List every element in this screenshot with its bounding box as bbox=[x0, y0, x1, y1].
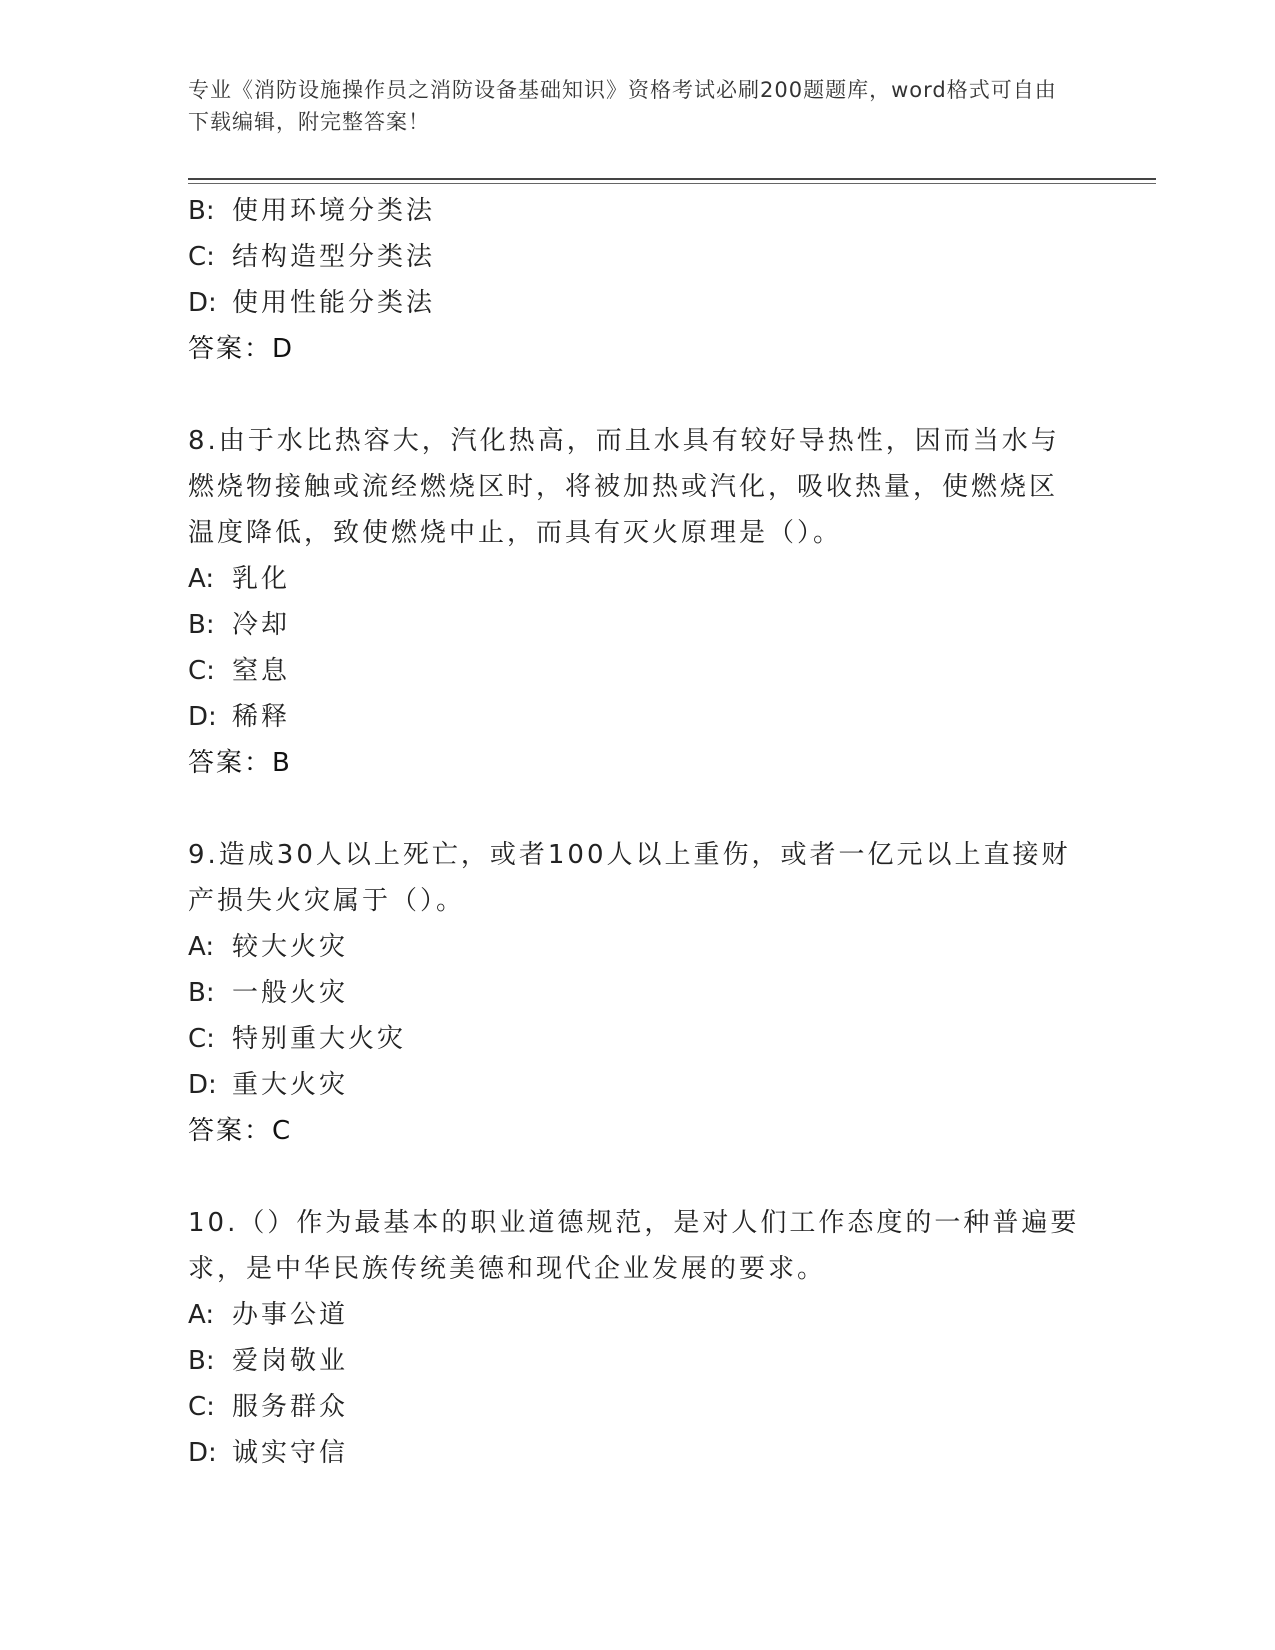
header-divider-thin bbox=[188, 183, 1156, 184]
document-header: 专业《消防设施操作员之消防设备基础知识》资格考试必刷200题题库，word格式可自由下载编辑，附完整答案！ bbox=[188, 78, 1057, 134]
option-a bbox=[188, 1292, 1088, 1338]
option-key: B: bbox=[188, 610, 215, 640]
option-key: D: bbox=[188, 1070, 217, 1100]
option-b bbox=[188, 188, 1088, 234]
question-text-line: 燃烧物接触或流经燃烧区时，将被加热或汽化，吸收热量，使燃烧区 bbox=[188, 472, 1059, 502]
partial-question bbox=[188, 188, 1088, 372]
option-key: A: bbox=[188, 1300, 215, 1330]
question-content bbox=[188, 188, 1088, 1476]
option-text: 较大火灾 bbox=[232, 932, 349, 962]
option-key: C: bbox=[188, 656, 215, 686]
option-key: B: bbox=[188, 1346, 215, 1376]
answer-line bbox=[188, 1108, 1088, 1154]
question-text-line: 8.由于水比热容大，汽化热高，而且水具有较好导热性，因而当水与 bbox=[188, 426, 1060, 456]
option-key: B: bbox=[188, 978, 215, 1008]
option-key: B: bbox=[188, 196, 215, 226]
option-key: D: bbox=[188, 288, 217, 318]
option-text: 服务群众 bbox=[232, 1392, 349, 1422]
question-9 bbox=[188, 832, 1088, 1154]
option-text: 一般火灾 bbox=[232, 978, 349, 1008]
option-b bbox=[188, 970, 1088, 1016]
option-text: 特别重大火灾 bbox=[232, 1024, 407, 1054]
question-text-line: 温度降低，致使燃烧中止，而具有灭火原理是（）。 bbox=[188, 518, 843, 548]
option-text: 爱岗敬业 bbox=[232, 1346, 349, 1376]
answer-value: B bbox=[272, 748, 291, 778]
question-text-line: 9.造成30人以上死亡，或者100人以上重伤，或者一亿元以上直接财 bbox=[188, 840, 1071, 870]
option-text: 重大火灾 bbox=[232, 1070, 349, 1100]
option-text: 结构造型分类法 bbox=[232, 242, 436, 272]
header-divider-thick bbox=[188, 178, 1156, 180]
answer-label: 答案： bbox=[188, 748, 273, 778]
option-c bbox=[188, 1384, 1088, 1430]
option-key: D: bbox=[188, 702, 217, 732]
option-key: A: bbox=[188, 932, 215, 962]
option-d bbox=[188, 694, 1088, 740]
option-d bbox=[188, 1062, 1088, 1108]
option-d bbox=[188, 280, 1088, 326]
option-text: 使用环境分类法 bbox=[232, 196, 436, 226]
option-text: 稀释 bbox=[232, 702, 291, 732]
question-10 bbox=[188, 1200, 1088, 1476]
answer-label: 答案： bbox=[188, 334, 273, 364]
option-key: C: bbox=[188, 1024, 215, 1054]
option-text: 办事公道 bbox=[232, 1300, 349, 1330]
option-c bbox=[188, 1016, 1088, 1062]
option-key: C: bbox=[188, 242, 215, 272]
option-b bbox=[188, 1338, 1088, 1384]
question-text-line: 10.（）作为最基本的职业道德规范，是对人们工作态度的一种普遍要 bbox=[188, 1208, 1080, 1238]
option-text: 使用性能分类法 bbox=[232, 288, 436, 318]
option-text: 乳化 bbox=[232, 564, 291, 594]
option-key: D: bbox=[188, 1438, 217, 1468]
option-key: C: bbox=[188, 1392, 215, 1422]
answer-label: 答案： bbox=[188, 1116, 273, 1146]
option-a bbox=[188, 924, 1088, 970]
question-text-line: 产损失火灾属于（）。 bbox=[188, 886, 466, 916]
answer-line bbox=[188, 740, 1088, 786]
option-text: 窒息 bbox=[232, 656, 291, 686]
answer-value: C bbox=[272, 1116, 292, 1146]
question-text-line: 求，是中华民族传统美德和现代企业发展的要求。 bbox=[188, 1254, 827, 1284]
option-text: 诚实守信 bbox=[232, 1438, 349, 1468]
option-c bbox=[188, 234, 1088, 280]
answer-value: D bbox=[272, 334, 294, 364]
question-8 bbox=[188, 418, 1088, 786]
option-b bbox=[188, 602, 1088, 648]
answer-line bbox=[188, 326, 1088, 372]
option-text: 冷却 bbox=[232, 610, 291, 640]
option-d bbox=[188, 1430, 1088, 1476]
option-a bbox=[188, 556, 1088, 602]
option-key: A: bbox=[188, 564, 215, 594]
option-c bbox=[188, 648, 1088, 694]
